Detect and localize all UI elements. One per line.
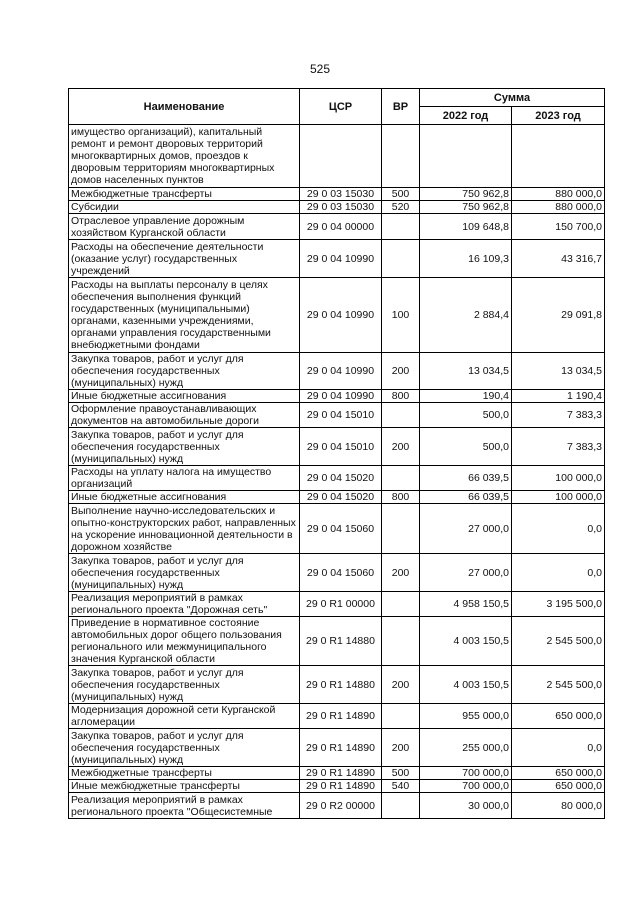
row-csr-cell: 29 0 04 10990 — [300, 353, 382, 390]
row-vr-cell: 520 — [382, 201, 420, 214]
column-header-vr: ВР — [382, 89, 420, 125]
row-csr-cell: 29 0 04 15060 — [300, 554, 382, 592]
row-csr-cell: 29 0 R1 14890 — [300, 780, 382, 793]
column-header-csr: ЦСР — [300, 89, 382, 125]
row-vr-cell — [382, 240, 420, 278]
row-sum-2023-cell: 80 000,0 — [512, 793, 605, 819]
row-sum-2023-cell: 650 000,0 — [512, 780, 605, 793]
row-csr-cell: 29 0 04 10990 — [300, 240, 382, 278]
row-sum-2022-cell: 700 000,0 — [420, 767, 512, 780]
table-row — [69, 592, 605, 617]
table-row — [69, 390, 605, 403]
row-sum-2022-cell: 700 000,0 — [420, 780, 512, 793]
row-sum-2022-cell: 4 958 150,5 — [420, 592, 512, 617]
budget-table — [68, 88, 605, 819]
row-name-cell: Расходы на выплаты персоналу в целях обеспечения выполнения функций государственных (муниципальными) органами, казенными учреждениями, органами управления государственными внебюджетными фондами — [69, 278, 300, 353]
row-csr-cell — [300, 125, 382, 188]
row-sum-2022-cell: 66 039,5 — [420, 466, 512, 491]
row-sum-2023-cell: 650 000,0 — [512, 704, 605, 729]
row-sum-2023-cell: 1 190,4 — [512, 390, 605, 403]
row-csr-cell: 29 0 R1 14890 — [300, 704, 382, 729]
table-row — [69, 504, 605, 554]
row-name-cell: Субсидии — [69, 201, 300, 214]
row-csr-cell: 29 0 R1 14880 — [300, 617, 382, 666]
page-number: 525 — [309, 62, 331, 76]
row-csr-cell: 29 0 R1 14890 — [300, 729, 382, 767]
row-sum-2023-cell: 880 000,0 — [512, 201, 605, 214]
row-sum-2023-cell: 0,0 — [512, 504, 605, 554]
row-name-cell: Расходы на уплату налога на имущество организаций — [69, 466, 300, 491]
row-csr-cell: 29 0 04 15020 — [300, 491, 382, 504]
row-name-cell: Реализация мероприятий в рамках регионального проекта "Дорожная сеть" — [69, 592, 300, 617]
row-sum-2023-cell: 7 383,3 — [512, 403, 605, 428]
row-name-cell: Иные бюджетные ассигнования — [69, 491, 300, 504]
row-vr-cell — [382, 704, 420, 729]
table-row — [69, 353, 605, 390]
row-sum-2023-cell: 0,0 — [512, 729, 605, 767]
row-name-cell: Отраслевое управление дорожным хозяйством Курганской области — [69, 214, 300, 240]
column-header-2023: 2023 год — [512, 107, 605, 125]
row-vr-cell — [382, 214, 420, 240]
row-sum-2022-cell: 750 962,8 — [420, 201, 512, 214]
row-name-cell: Приведение в нормативное состояние автомобильных дорог общего пользования регионального или межмуниципального значения Курганской области — [69, 617, 300, 666]
row-csr-cell: 29 0 04 10990 — [300, 390, 382, 403]
row-csr-cell: 29 0 04 10990 — [300, 278, 382, 353]
table-header — [69, 89, 605, 125]
row-vr-cell: 200 — [382, 554, 420, 592]
row-sum-2023-cell: 880 000,0 — [512, 188, 605, 201]
row-sum-2022-cell: 27 000,0 — [420, 554, 512, 592]
row-csr-cell: 29 0 04 15060 — [300, 504, 382, 554]
table-row — [69, 188, 605, 201]
table-row — [69, 554, 605, 592]
table-row — [69, 214, 605, 240]
row-sum-2022-cell: 255 000,0 — [420, 729, 512, 767]
row-sum-2023-cell: 13 034,5 — [512, 353, 605, 390]
row-vr-cell — [382, 466, 420, 491]
row-sum-2023-cell: 150 700,0 — [512, 214, 605, 240]
row-sum-2022-cell: 27 000,0 — [420, 504, 512, 554]
row-vr-cell — [382, 125, 420, 188]
row-vr-cell: 800 — [382, 390, 420, 403]
row-vr-cell — [382, 403, 420, 428]
row-sum-2023-cell: 43 316,7 — [512, 240, 605, 278]
table-row — [69, 428, 605, 466]
row-vr-cell: 100 — [382, 278, 420, 353]
row-vr-cell: 200 — [382, 666, 420, 704]
row-sum-2023-cell: 2 545 500,0 — [512, 617, 605, 666]
row-name-cell: Модернизация дорожной сети Курганской агломерации — [69, 704, 300, 729]
table-row — [69, 666, 605, 704]
row-vr-cell — [382, 592, 420, 617]
row-csr-cell: 29 0 03 15030 — [300, 201, 382, 214]
table-row — [69, 201, 605, 214]
row-csr-cell: 29 0 04 00000 — [300, 214, 382, 240]
table-row — [69, 704, 605, 729]
row-sum-2023-cell: 0,0 — [512, 554, 605, 592]
table-row — [69, 780, 605, 793]
table-row — [69, 466, 605, 491]
row-sum-2022-cell: 109 648,8 — [420, 214, 512, 240]
table-row — [69, 240, 605, 278]
row-name-cell: Закупка товаров, работ и услуг для обеспечения государственных (муниципальных) нужд — [69, 666, 300, 704]
row-name-cell: имущество организаций), капитальный ремонт и ремонт дворовых территорий многоквартирных домов, проездов к дворовым территориям многоквартирных домов населенных пунктов — [69, 125, 300, 188]
row-name-cell: Иные бюджетные ассигнования — [69, 390, 300, 403]
table-row — [69, 617, 605, 666]
row-sum-2023-cell: 3 195 500,0 — [512, 592, 605, 617]
row-sum-2023-cell: 7 383,3 — [512, 428, 605, 466]
row-vr-cell: 800 — [382, 491, 420, 504]
row-vr-cell: 500 — [382, 188, 420, 201]
row-name-cell: Оформление правоустанавливающих документов на автомобильные дороги — [69, 403, 300, 428]
row-name-cell: Межбюджетные трансферты — [69, 188, 300, 201]
row-sum-2022-cell: 66 039,5 — [420, 491, 512, 504]
row-sum-2022-cell: 4 003 150,5 — [420, 617, 512, 666]
row-sum-2023-cell: 650 000,0 — [512, 767, 605, 780]
row-sum-2022-cell: 190,4 — [420, 390, 512, 403]
row-sum-2022-cell: 955 000,0 — [420, 704, 512, 729]
row-sum-2022-cell: 4 003 150,5 — [420, 666, 512, 704]
row-csr-cell: 29 0 04 15010 — [300, 403, 382, 428]
row-name-cell: Расходы на обеспечение деятельности (оказание услуг) государственных учреждений — [69, 240, 300, 278]
row-name-cell: Межбюджетные трансферты — [69, 767, 300, 780]
row-vr-cell: 200 — [382, 729, 420, 767]
row-vr-cell — [382, 793, 420, 819]
row-name-cell: Закупка товаров, работ и услуг для обеспечения государственных (муниципальных) нужд — [69, 428, 300, 466]
row-csr-cell: 29 0 04 15010 — [300, 428, 382, 466]
table-row — [69, 767, 605, 780]
row-sum-2022-cell: 13 034,5 — [420, 353, 512, 390]
row-name-cell: Закупка товаров, работ и услуг для обеспечения государственных (муниципальных) нужд — [69, 729, 300, 767]
row-vr-cell: 200 — [382, 428, 420, 466]
row-vr-cell: 500 — [382, 767, 420, 780]
row-name-cell: Иные межбюджетные трансферты — [69, 780, 300, 793]
row-vr-cell: 540 — [382, 780, 420, 793]
row-sum-2023-cell: 29 091,8 — [512, 278, 605, 353]
row-csr-cell: 29 0 03 15030 — [300, 188, 382, 201]
row-sum-2022-cell: 16 109,3 — [420, 240, 512, 278]
table-row — [69, 125, 605, 188]
table-row — [69, 278, 605, 353]
table-body — [69, 125, 605, 819]
row-sum-2022-cell: 30 000,0 — [420, 793, 512, 819]
row-vr-cell — [382, 617, 420, 666]
table-row — [69, 729, 605, 767]
row-vr-cell: 200 — [382, 353, 420, 390]
row-vr-cell — [382, 504, 420, 554]
row-sum-2022-cell: 500,0 — [420, 428, 512, 466]
row-csr-cell: 29 0 R2 00000 — [300, 793, 382, 819]
row-csr-cell: 29 0 04 15020 — [300, 466, 382, 491]
row-name-cell: Закупка товаров, работ и услуг для обеспечения государственных (муниципальных) нужд — [69, 353, 300, 390]
column-header-2022: 2022 год — [420, 107, 512, 125]
table-row — [69, 793, 605, 819]
row-csr-cell: 29 0 R1 14880 — [300, 666, 382, 704]
row-sum-2022-cell: 2 884,4 — [420, 278, 512, 353]
row-csr-cell: 29 0 R1 14890 — [300, 767, 382, 780]
row-name-cell: Реализация мероприятий в рамках регионального проекта "Общесистемные — [69, 793, 300, 819]
table-row — [69, 491, 605, 504]
row-sum-2022-cell — [420, 125, 512, 188]
row-name-cell: Выполнение научно-исследовательских и опытно-конструкторских работ, направленных на ускорение инновационной деятельности в дорожном хозяйстве — [69, 504, 300, 554]
column-header-sum: Сумма — [420, 89, 605, 107]
row-name-cell: Закупка товаров, работ и услуг для обеспечения государственных (муниципальных) нужд — [69, 554, 300, 592]
row-sum-2023-cell: 2 545 500,0 — [512, 666, 605, 704]
row-sum-2022-cell: 750 962,8 — [420, 188, 512, 201]
row-sum-2022-cell: 500,0 — [420, 403, 512, 428]
row-sum-2023-cell — [512, 125, 605, 188]
column-header-name: Наименование — [69, 89, 300, 125]
table-row — [69, 403, 605, 428]
row-sum-2023-cell: 100 000,0 — [512, 466, 605, 491]
row-csr-cell: 29 0 R1 00000 — [300, 592, 382, 617]
row-sum-2023-cell: 100 000,0 — [512, 491, 605, 504]
